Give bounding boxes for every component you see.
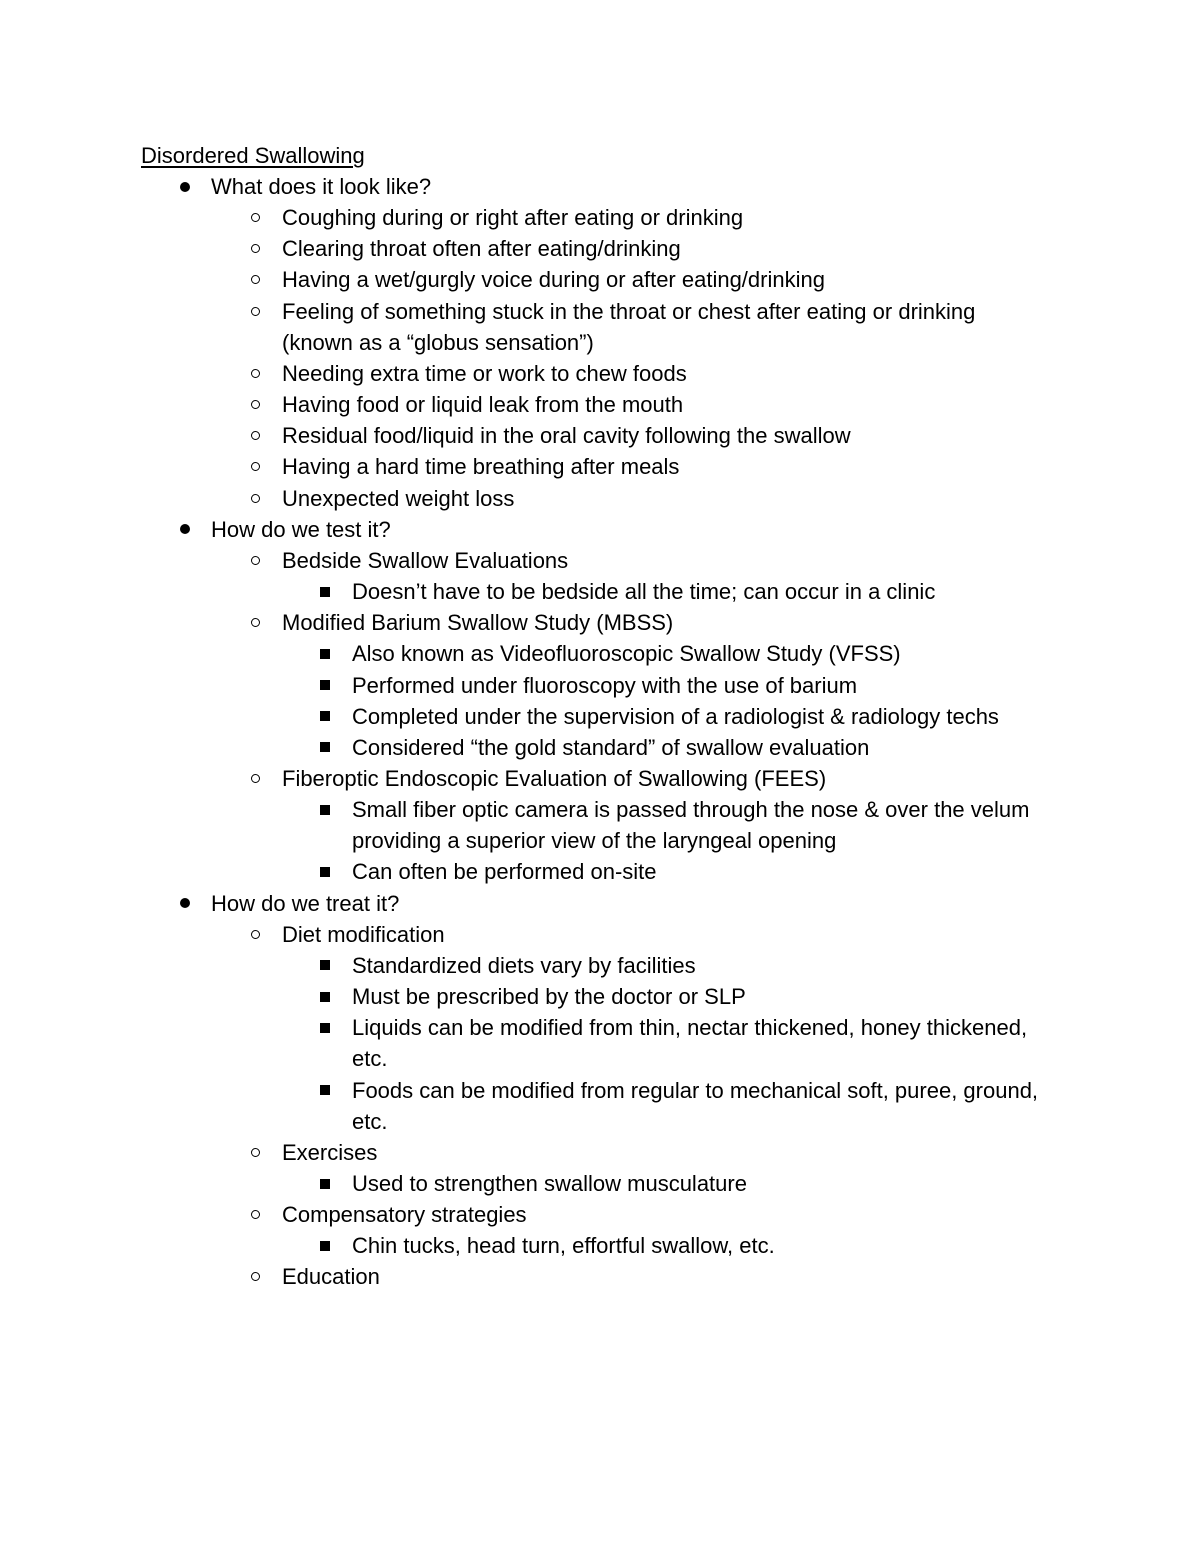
sub-list-item-text: Doesn’t have to be bedside all the time; can occur in a clinic [352,579,936,605]
bullet-circle-icon [246,389,264,420]
list-item [0,389,1042,420]
list-item-text: Modified Barium Swallow Study (MBSS) [282,610,674,636]
list-item-text: Having a hard time breathing after meals [282,454,680,480]
list-item-text: Clearing throat often after eating/drinking [282,236,681,262]
section-heading-text: How do we test it? [211,516,391,542]
sub-list-item-text: Liquids can be modified from thin, nectar thickened, honey thickened, etc. [352,1015,1028,1072]
bullet-circle-icon [246,1261,264,1292]
sub-list-item [0,576,1052,607]
bullet-square-icon [316,576,334,607]
bullet-square-icon [316,1230,334,1261]
bullet-circle-icon [246,1137,264,1168]
list-item-text: Compensatory strategies [282,1202,527,1228]
bullet-circle-icon [246,264,264,295]
list-item [0,233,1042,264]
sub-list-item-text: Also known as Videofluoroscopic Swallow Study (VFSS) [352,641,901,667]
bullet-circle-icon [246,607,264,638]
list-item-text: Having a wet/gurgly voice during or after eating/drinking [282,267,825,293]
section-heading [0,514,1041,545]
bullet-square-icon [316,1012,334,1043]
bullet-circle-icon [246,919,264,950]
list-item [0,1261,1042,1292]
sub-list-item-text: Small fiber optic camera is passed through the nose & over the velum providing a superior view of the laryngeal opening [352,797,1030,854]
bullet-circle-icon [246,358,264,389]
sub-list-item-text: Used to strengthen swallow musculature [352,1171,747,1196]
bullet-square-icon [316,701,334,732]
bullet-circle-icon [246,1199,264,1230]
sub-list-item-text: Standardized diets vary by facilities [352,952,696,978]
bullet-circle-icon [246,233,264,264]
list-item-text: Unexpected weight loss [282,485,515,511]
sub-list-item [0,1168,1052,1199]
bullet-square-icon [316,856,334,887]
bullet-square-icon [316,638,334,669]
sub-list-item [0,701,1052,732]
sub-list-item-text: Completed under the supervision of a radiologist & radiology techs [352,703,999,729]
bullet-square-icon [316,981,334,1012]
bullet-circle-icon [246,483,264,514]
bullet-square-icon [316,794,334,825]
bullet-disc-icon [176,171,194,202]
sub-list-item [0,732,1052,763]
bullet-square-icon [316,670,334,701]
list-item-text: Fiberoptic Endoscopic Evaluation of Swallowing (FEES) [282,765,827,791]
bullet-circle-icon [246,296,264,327]
bullet-circle-icon [246,420,264,451]
bullet-circle-icon [246,763,264,794]
bullet-square-icon [316,1168,334,1199]
list-item-text: Diet modification [282,921,445,947]
list-item [0,919,1042,950]
bullet-square-icon [316,1075,334,1106]
section-heading [0,888,1041,919]
sub-list-item [0,1075,1052,1137]
bullet-disc-icon [176,888,194,919]
sub-list-item-text: Chin tucks, head turn, effortful swallow, etc. [352,1233,775,1259]
list-item [0,483,1042,514]
list-item [0,451,1042,482]
document-title: Disordered Swallowing [141,143,365,168]
sub-list-item-text: Can often be performed on-site [352,859,657,885]
list-item-text: Bedside Swallow Evaluations [282,547,569,573]
sub-list-item [0,1230,1052,1261]
list-item [0,1137,1042,1168]
sub-list-item-text: Performed under fluoroscopy with the use of barium [352,672,858,698]
section-heading-text: How do we treat it? [211,890,400,916]
list-item [0,607,1042,638]
bullet-circle-icon [246,451,264,482]
list-item [0,545,1042,576]
sub-list-item [0,950,1052,981]
bullet-circle-icon [246,202,264,233]
bullet-square-icon [316,950,334,981]
outline-list [0,171,1200,1293]
sub-list-item [0,638,1052,669]
list-item-text: Needing extra time or work to chew foods [282,360,687,386]
section-heading [0,171,1041,202]
list-item [0,264,1042,295]
list-item-text: Residual food/liquid in the oral cavity following the swallow [282,423,851,449]
list-item [0,763,1042,794]
list-item-text: Exercises [282,1139,378,1165]
list-item [0,420,1042,451]
sub-list-item-text: Considered “the gold standard” of swallow evaluation [352,734,870,760]
section-heading-text: What does it look like? [211,174,432,199]
sub-list-item [0,1012,1052,1074]
list-item-text: Coughing during or right after eating or drinking [282,205,744,231]
sub-list-item-text: Foods can be modified from regular to mechanical soft, puree, ground, etc. [352,1077,1039,1134]
bullet-circle-icon [246,545,264,576]
list-item [0,296,1042,358]
bullet-disc-icon [176,514,194,545]
list-item [0,202,1042,233]
sub-list-item [0,794,1052,856]
list-item [0,358,1042,389]
list-item [0,1199,1042,1230]
list-item-text: Feeling of something stuck in the throat or chest after eating or drinking (known as a “globus sensation”) [282,298,976,355]
bullet-square-icon [316,732,334,763]
sub-list-item [0,981,1052,1012]
sub-list-item [0,670,1052,701]
sub-list-item-text: Must be prescribed by the doctor or SLP [352,984,746,1010]
list-item-text: Having food or liquid leak from the mouth [282,392,684,418]
sub-list-item [0,856,1052,887]
list-item-text: Education [282,1264,380,1290]
